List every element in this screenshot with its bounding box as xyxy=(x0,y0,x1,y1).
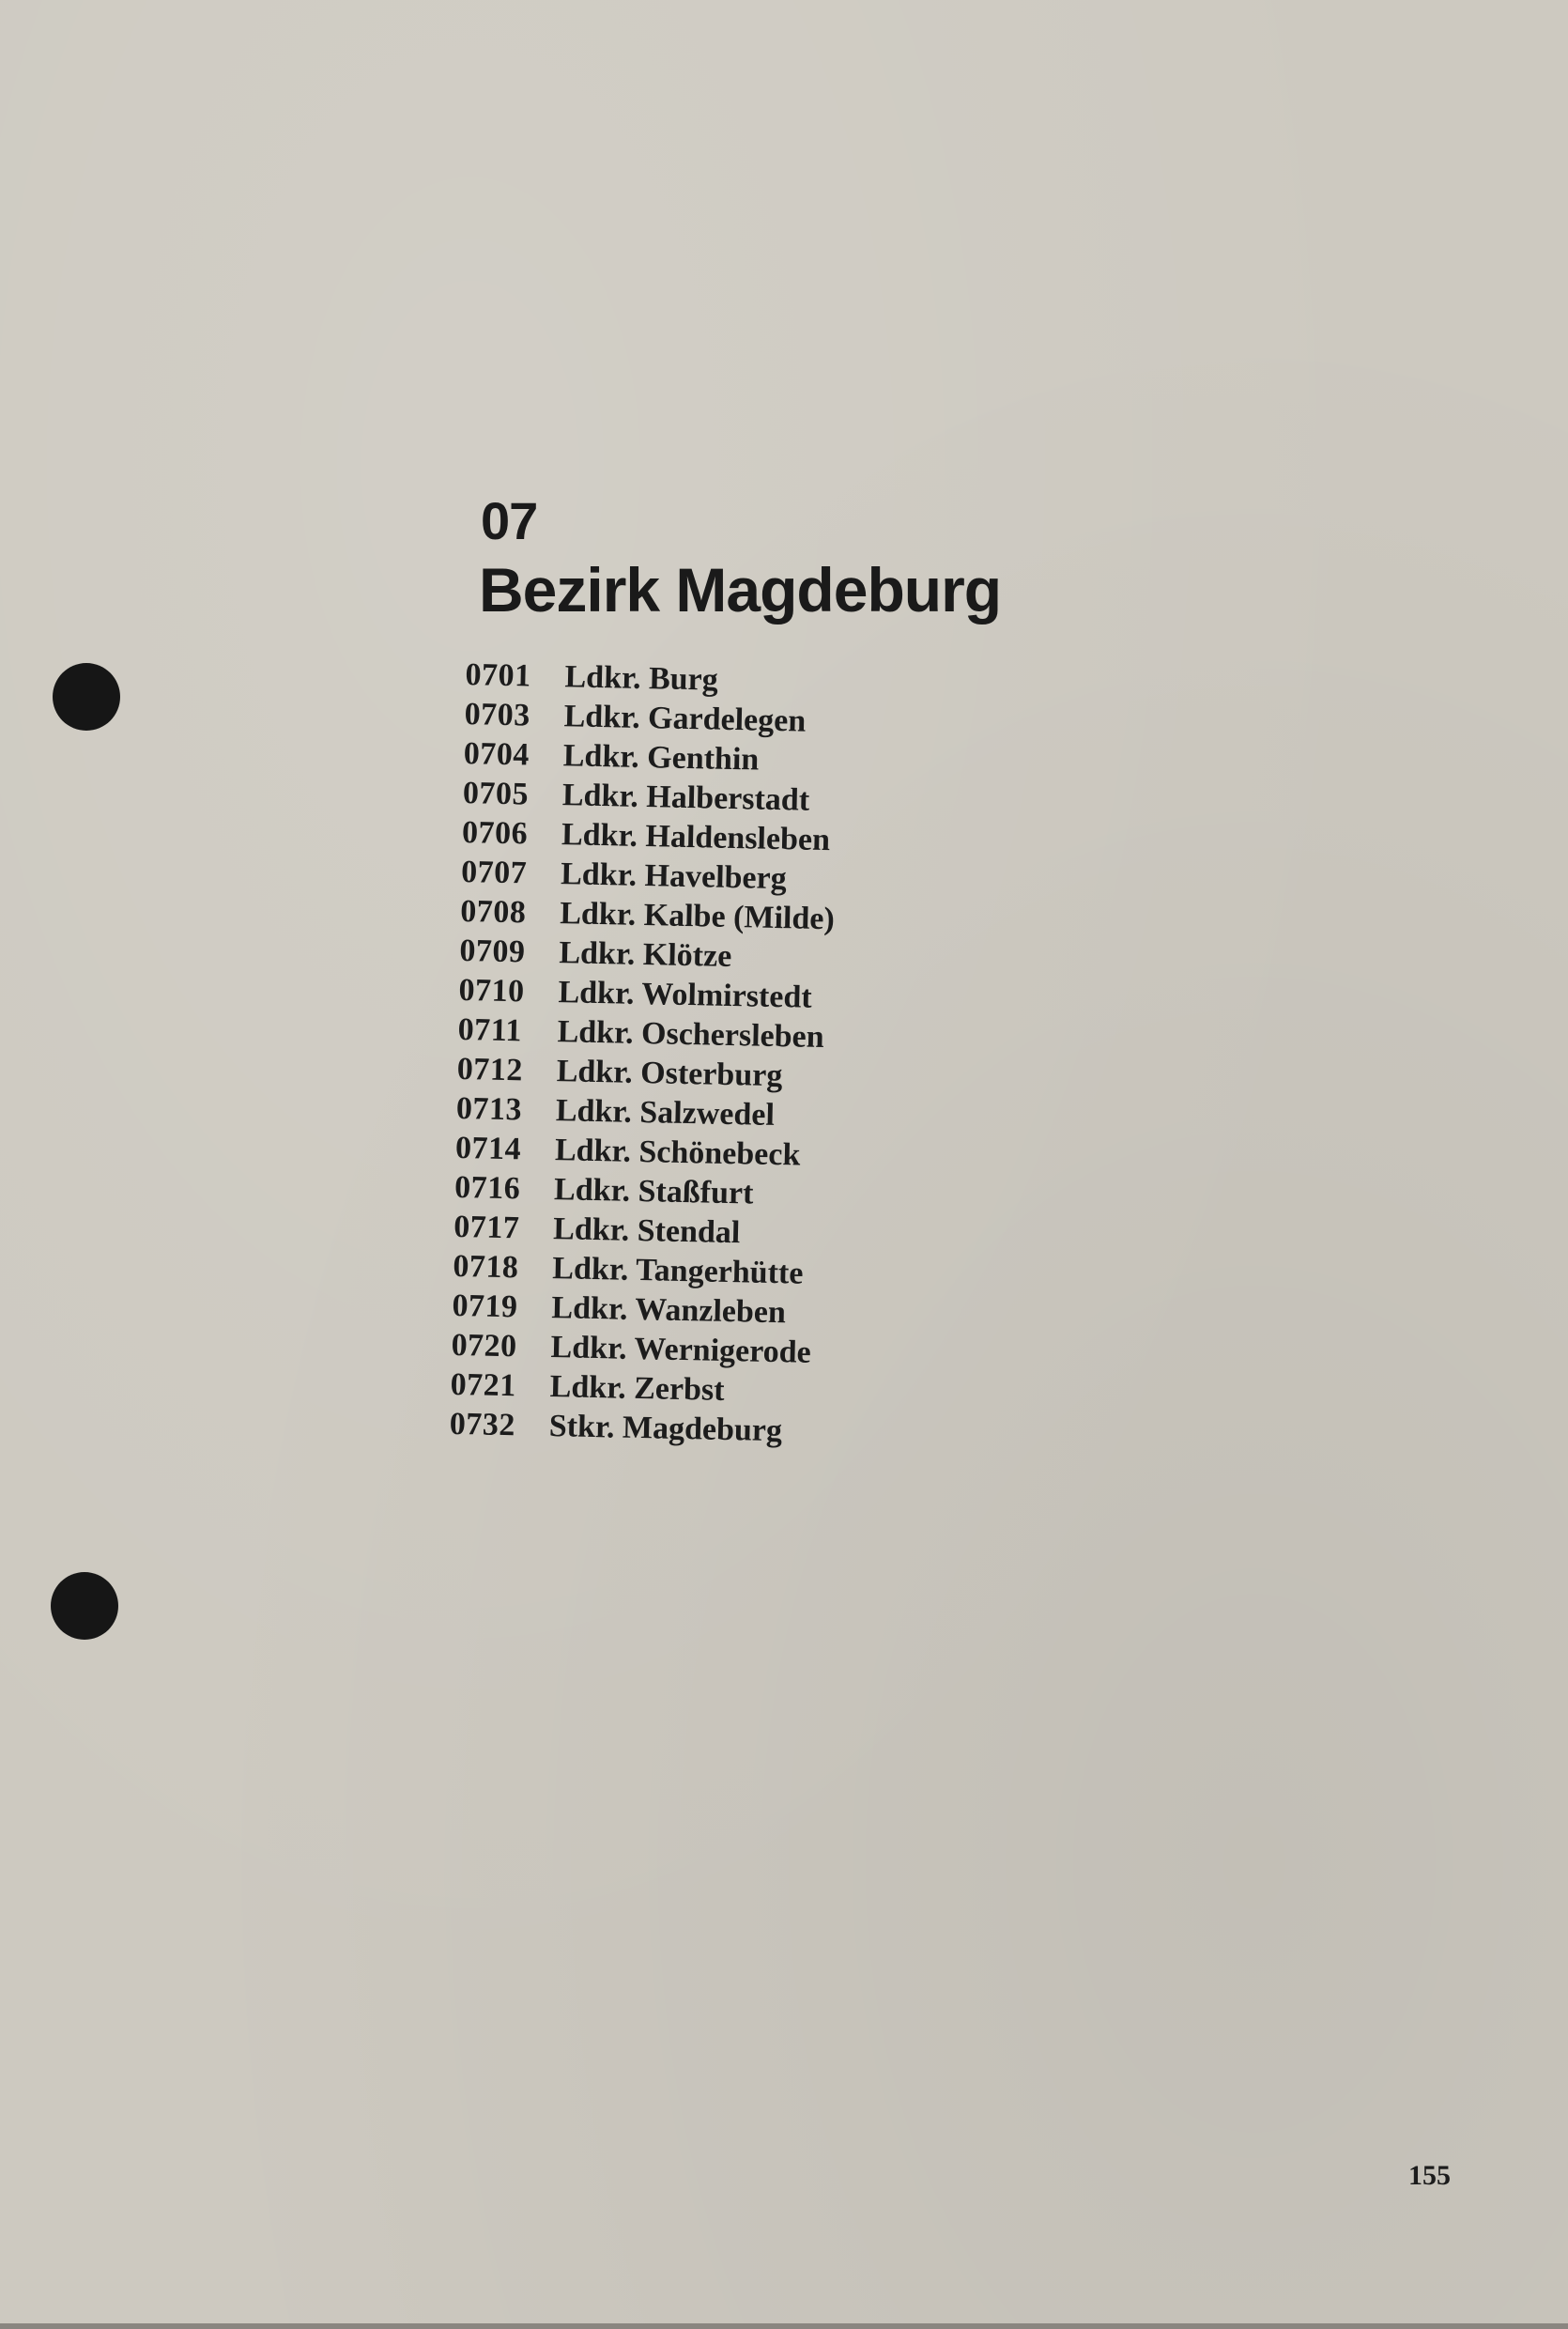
district-name: Ldkr. Tangerhütte xyxy=(552,1251,804,1291)
district-name: Stkr. Magdeburg xyxy=(548,1409,783,1449)
district-name: Ldkr. Wolmirstedt xyxy=(558,975,813,1015)
district-code: 0707 xyxy=(460,854,528,891)
district-code: 0709 xyxy=(459,933,526,970)
district-code: 0708 xyxy=(459,893,527,931)
district-name: Ldkr. Zerbst xyxy=(549,1369,725,1408)
district-code: 0705 xyxy=(462,775,530,812)
district-code: 0718 xyxy=(453,1248,519,1286)
district-name: Ldkr. Wernigerode xyxy=(550,1330,812,1370)
district-code: 0717 xyxy=(453,1209,520,1246)
district-code: 0720 xyxy=(451,1327,518,1365)
district-code: 0706 xyxy=(461,814,529,852)
punch-hole-bottom xyxy=(51,1572,118,1640)
district-code: 0710 xyxy=(458,972,525,1010)
district-code: 0701 xyxy=(465,657,531,694)
district-name: Ldkr. Klötze xyxy=(559,935,732,974)
district-code: 0714 xyxy=(454,1130,522,1167)
district-code: 0703 xyxy=(464,696,531,733)
district-name: Ldkr. Osterburg xyxy=(556,1054,783,1094)
district-list xyxy=(449,657,953,1457)
district-name: Ldkr. Oschersleben xyxy=(557,1014,825,1056)
district-name: Ldkr. Stendal xyxy=(552,1211,741,1251)
district-code: 0732 xyxy=(449,1406,516,1443)
district-name: Ldkr. Kalbe (Milde) xyxy=(559,896,836,937)
region-code: 07 xyxy=(481,491,538,550)
district-code: 0719 xyxy=(452,1288,518,1325)
district-name: Ldkr. Halberstadt xyxy=(561,778,810,818)
district-name: Ldkr. Haldensleben xyxy=(561,817,831,858)
page-bottom-edge xyxy=(0,2323,1568,2329)
district-code: 0704 xyxy=(463,735,530,773)
district-name: Ldkr. Gardelegen xyxy=(563,699,807,739)
district-name: Ldkr. Genthin xyxy=(562,738,760,778)
punch-hole-top xyxy=(53,663,120,731)
district-code: 0716 xyxy=(453,1169,521,1207)
district-code: 0713 xyxy=(455,1090,523,1128)
district-name: Ldkr. Salzwedel xyxy=(555,1093,776,1133)
district-name: Ldkr. Burg xyxy=(564,659,719,698)
district-code: 0721 xyxy=(450,1366,517,1404)
district-name: Ldkr. Schönebeck xyxy=(554,1133,801,1173)
page-number: 155 xyxy=(1408,2160,1451,2191)
district-name: Ldkr. Wanzleben xyxy=(551,1290,787,1331)
district-name: Ldkr. Staßfurt xyxy=(553,1172,754,1211)
district-code: 0712 xyxy=(456,1051,524,1088)
district-name: Ldkr. Havelberg xyxy=(560,856,788,897)
page-title: Bezirk Magdeburg xyxy=(479,555,1002,625)
district-code: 0711 xyxy=(457,1011,523,1049)
